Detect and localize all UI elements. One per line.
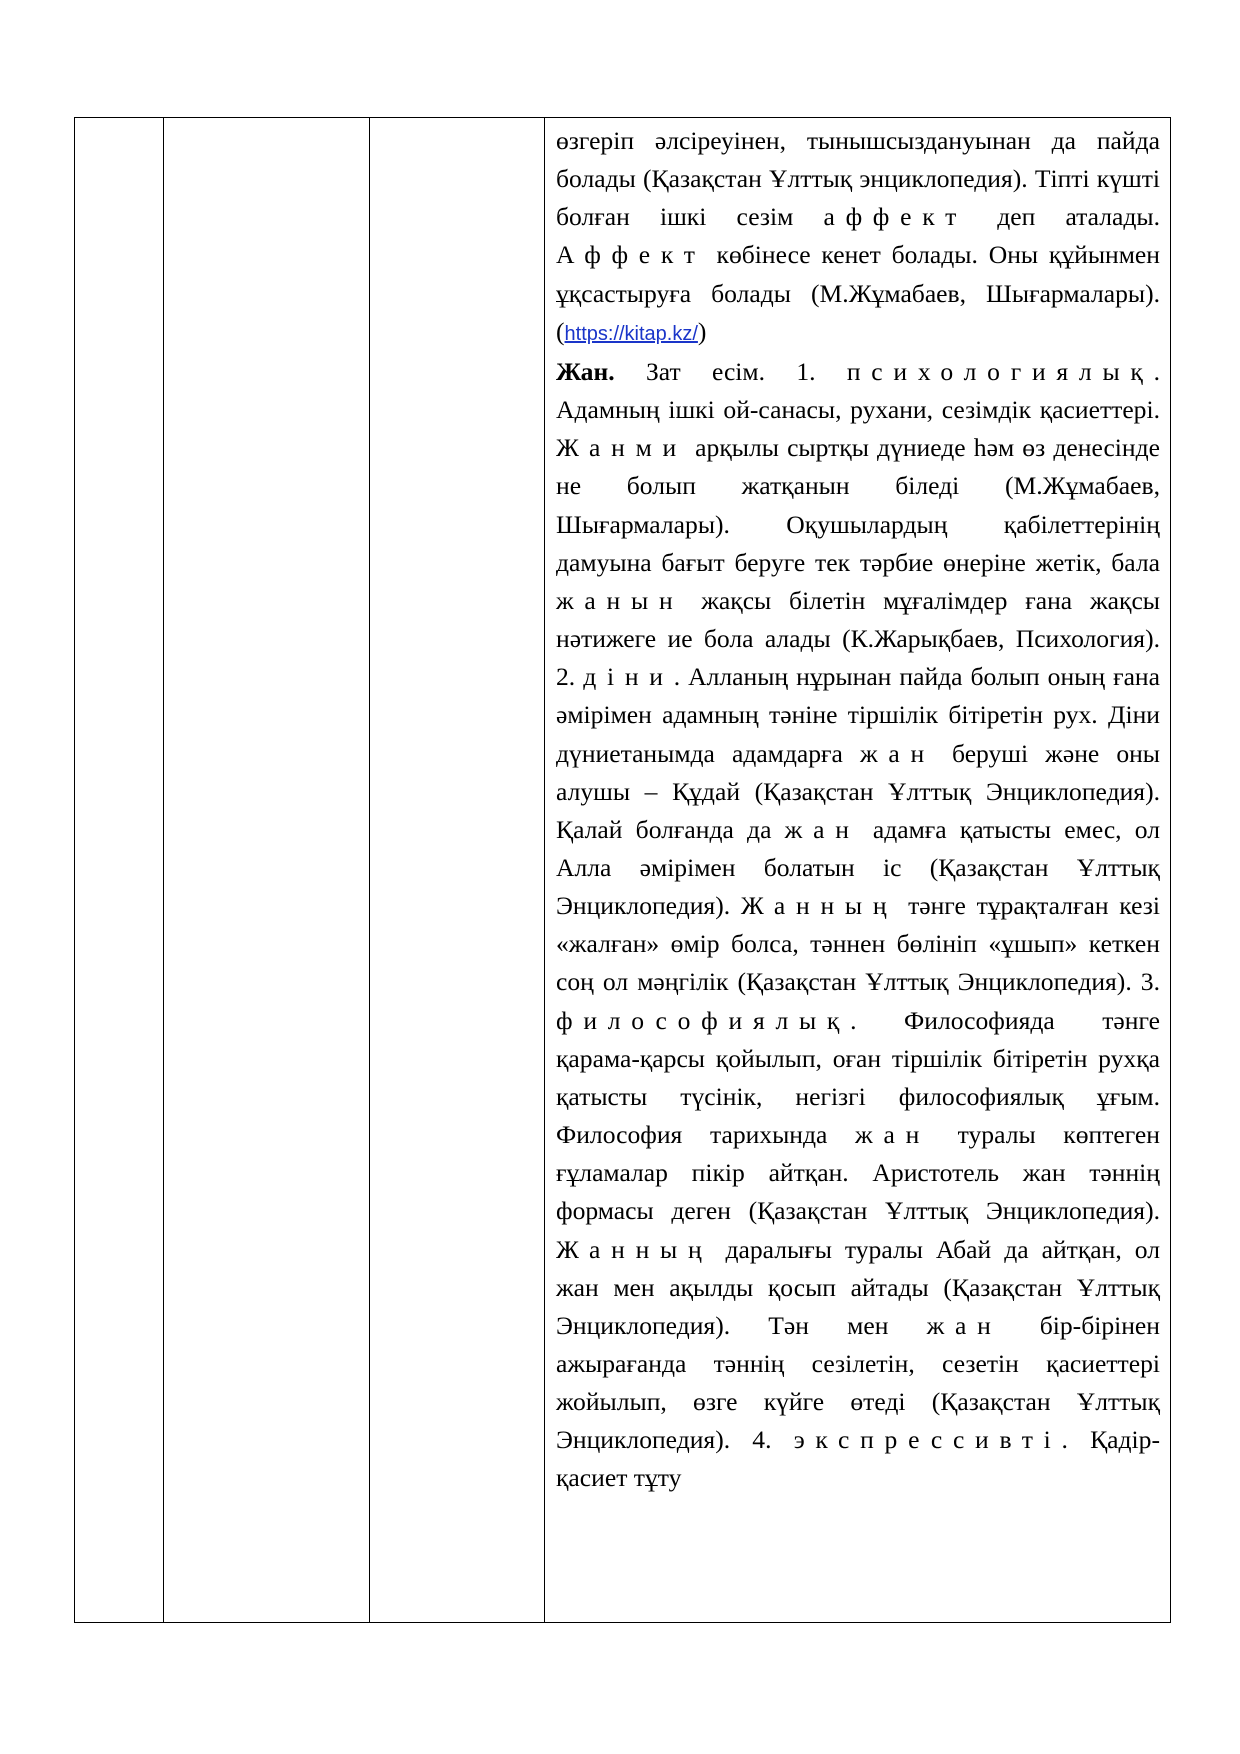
text-segment: . Алланың нұрынан пайда болып оның ғана әмірімен адамның тәніне тіршілік бітіретін рух. Діни дүниетанымда адамдарға	[556, 662, 1160, 768]
text-segment: көбінесе кенет болады. Оны құйынмен ұқсастыруға болады (М.Жұмабаев, Шығармалары). (	[556, 240, 1160, 346]
text-segment: )	[697, 316, 707, 346]
empty-cell-2	[164, 118, 370, 1623]
spaced-term: экспрессивті	[793, 1425, 1062, 1455]
text-segment: арқылы сыртқы дүниеде һәм өз денесінде не болып жатқанын біледі (М.Жұмабаев, Шығармалары). Оқушылардың қабілеттерінің дамуына бағыт беруге тек тәрбие өнеріне жетік, бала	[556, 433, 1160, 577]
text-segment: туралы көптеген ғұламалар пікір айтқан. Аристотель жан тәннің формасы деген (Қазақстан Ұлттық Энциклопедия).	[556, 1120, 1160, 1226]
spaced-term: жанын	[556, 585, 684, 615]
text-segment: өзгеріп әлсіреуінен, тынышсыздануынан да пайда болады (Қазақстан Ұлттық энциклопедия). Тіпті күшті болған ішкі сезім	[556, 126, 1160, 232]
spaced-term: жан	[784, 814, 860, 844]
text-segment: тәнге тұрақталған кезі «жалған» өмір болса, тәннен бөлініп «ұшып» кеткен соң ол мәңгілік (Қазақстан Ұлттық Энциклопедия). 3.	[556, 891, 1160, 997]
spaced-term: Аффект	[556, 240, 706, 270]
text-segment: . Адамның ішкі ой-санасы, рухани, сезімдік қасиеттері.	[556, 356, 1160, 425]
empty-cell-3	[370, 118, 545, 1623]
spaced-term: діни	[583, 662, 674, 692]
spaced-term: Жанның	[740, 891, 898, 921]
text-segment: бір-бірінен ажырағанда тәннің сезілетін, сезетін қасиеттері жойылып, өзге күйге өтеді (Қазақстан Ұлттық Энциклопедия). 4.	[556, 1310, 1160, 1455]
definition-cell	[545, 118, 1171, 1623]
spaced-term: жан	[926, 1310, 1002, 1340]
spaced-term: жан	[855, 1120, 931, 1150]
spaced-term: Жанми	[556, 433, 688, 463]
empty-cell-1	[75, 118, 164, 1623]
text-segment: деп аталады.	[967, 202, 1160, 232]
text-segment: беруші және оны алушы – Құдай (Қазақстан Ұлттық Энциклопедия). Қалай болғанда да	[556, 738, 1161, 844]
text-segment: жақсы білетін мұғалімдер ғана жақсы нәтижеге ие бола алады (К.Жарықбаев, Психология). 2.	[556, 585, 1160, 692]
spaced-term: философиялық	[556, 1005, 851, 1035]
spaced-term: жан	[859, 738, 935, 768]
dictionary-table	[74, 117, 1171, 1623]
source-link[interactable]: https://kitap.kz/	[564, 322, 698, 345]
spaced-term: аффект	[823, 202, 968, 232]
table-row	[75, 118, 1171, 1623]
spaced-term: психологиялық	[846, 356, 1154, 386]
text-segment: . Философияда тәнге қарама-қарсы қойылып, оған тіршілік бітіретін рухқа қатысты түсінік, негізгі философиялық ұғым. Философия тарихында	[556, 1005, 1160, 1150]
entry-headword: Жан.	[556, 356, 615, 386]
text-segment: даралығы туралы Абай да айтқан, ол жан мен ақылды қосып айтады (Қазақстан Ұлттық Энциклопедия). Тән мен	[556, 1234, 1160, 1340]
text-segment: адамға қатысты емес, ол Алла әмірімен болатын іс (Қазақстан Ұлттық Энциклопедия).	[556, 814, 1161, 921]
entry-zhan	[556, 353, 1160, 1498]
entry-affect-continuation	[556, 122, 1160, 353]
text-segment: Зат есім. 1.	[614, 356, 847, 386]
text-segment: . Қадір-қасиет тұту	[556, 1425, 1160, 1493]
spaced-term: Жанның	[556, 1234, 713, 1264]
